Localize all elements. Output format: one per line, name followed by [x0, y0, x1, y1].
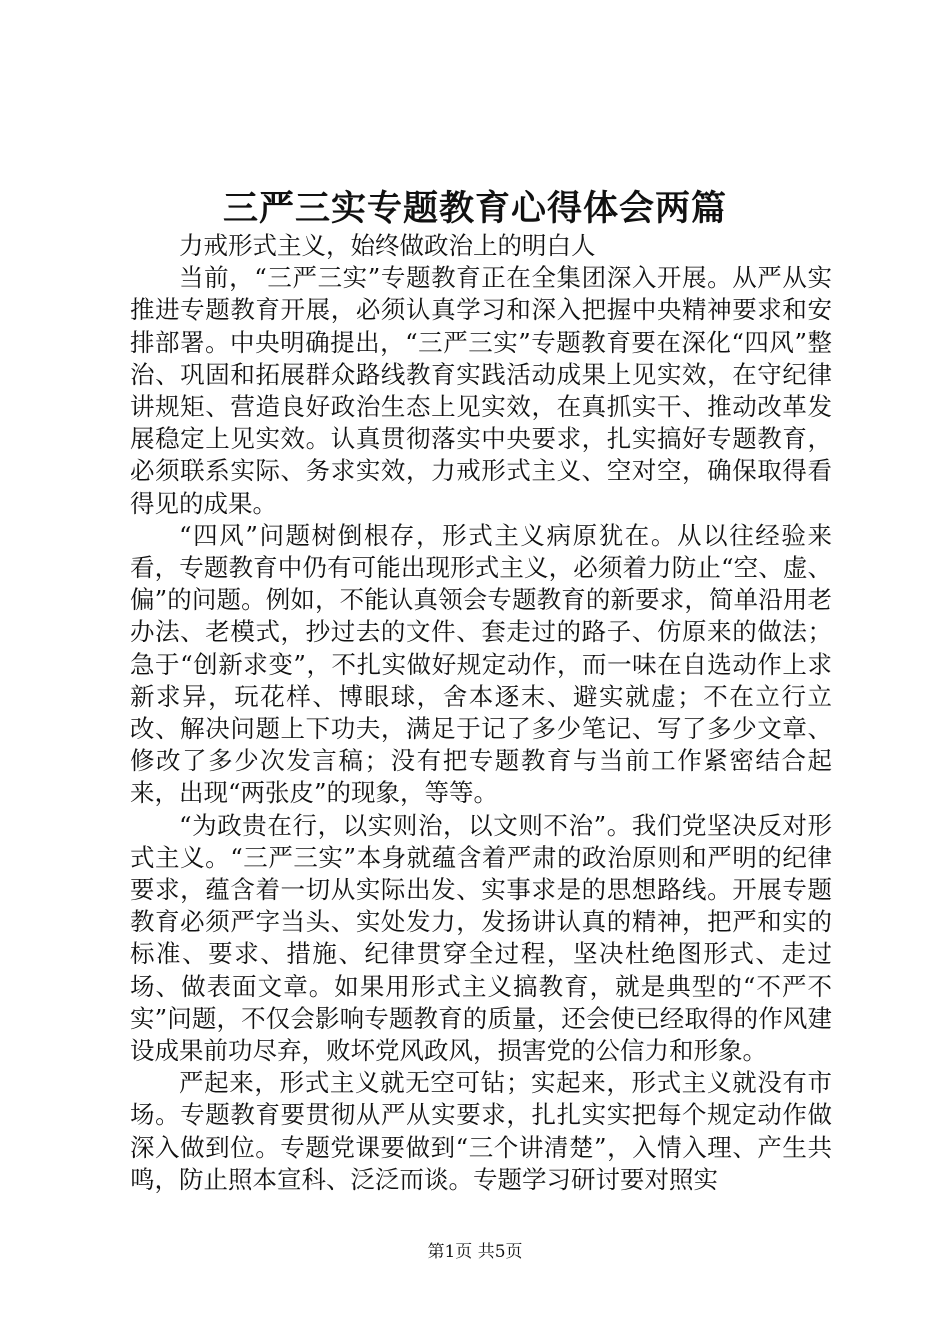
document-title: 三严三实专题教育心得体会两篇: [222, 188, 727, 229]
paragraph: 当前，“三严三实”专题教育正在全集团深入开展。从严从实推进专题教育开展，必须认真学习和深入把握中央精神要求和安排部署。中央明确提出，“三严三实”专题教育要在深化“四风”整治、巩固和拓展群众路线教育实践活动成果上见实效，在守纪律讲规矩、营造良好政治生态上见实效，在真抓实干、推动改革发展稳定上见实效。认真贯彻落实中央要求，扎实搞好专题教育，必须联系实际、务求实效，力戒形式主义、空对空，确保取得看得见的成果。: [130, 263, 832, 518]
document-body: [130, 230, 832, 1196]
paragraph-subtitle: 力戒形式主义，始终做政治上的明白人: [179, 231, 596, 260]
paragraph: “四风”问题树倒根存，形式主义病原犹在。从以往经验来看，专题教育中仍有可能出现形式主义，必须着力防止“空、虚、偏”的问题。例如，不能认真领会专题教育的新要求，简单沿用老办法、老模式，抄过去的文件、套走过的路子、仿原来的做法；急于“创新求变”，不扎实做好规定动作，而一味在自选动作上求新求异，玩花样、博眼球，舍本逐末、避实就虚；不在立行立改、解决问题上下功夫，满足于记了多少笔记、写了多少文章、修改了多少次发言稿；没有把专题教育与当前工作紧密结合起来，出现“两张皮”的现象，等等。: [130, 520, 832, 808]
paragraph: “为政贵在行，以实则治，以文则不治”。我们党坚决反对形式主义。“三严三实”本身就蕴含着严肃的政治原则和严明的纪律要求，蕴含着一切从实际出发、实事求是的思想路线。开展专题教育必须严字当头、实处发力，发扬讲认真的精神，把严和实的标准、要求、措施、纪律贯穿全过程，坚决杜绝图形式、走过场、做表面文章。如果用形式主义搞教育，就是典型的“不严不实”问题，不仅会影响专题教育的质量，还会使已经取得的作风建设成果前功尽弃，败坏党风政风，损害党的公信力和形象。: [130, 810, 832, 1066]
paragraph: 严起来，形式主义就无空可钻；实起来，形式主义就没有市场。专题教育要贯彻从严从实要求，扎扎实实把每个规定动作做深入做到位。专题党课要做到“三个讲清楚”，入情入理、产生共鸣，防止照本宣科、泛泛而谈。专题学习研讨要对照实: [130, 1068, 832, 1194]
page-footer: 第1页 共5页: [427, 1242, 523, 1262]
